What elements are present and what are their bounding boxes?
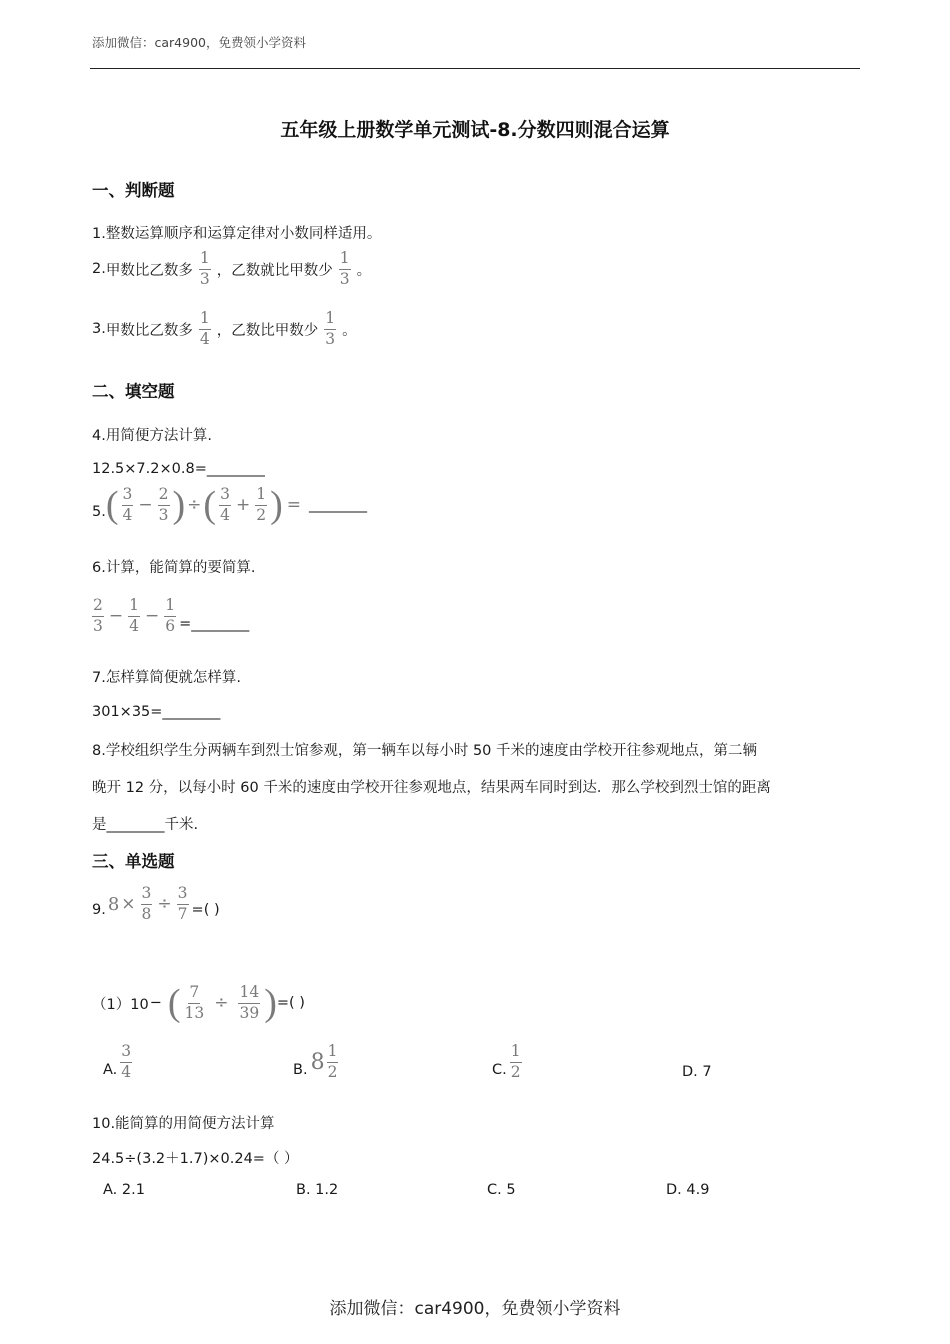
q9-sub-fraction-d: $\frac{14}{39}$: [239, 983, 260, 1022]
q9-sub-right-paren: ): [264, 982, 277, 1024]
q9-fraction-b: $\frac{3}{7}$: [177, 884, 188, 923]
q5-right-paren-2: ): [270, 484, 283, 526]
q5-fraction-e: $\frac{1}{2}$: [256, 485, 267, 524]
q5-equals: =: [286, 495, 301, 515]
question-8-line-2: 晚开 12 分，以每小时 60 千米的速度由学校开往参观地点，结果两车同时到达．那么学校到烈士馆的距离: [92, 780, 771, 796]
section-heading-judgement: 一、判断题: [92, 181, 175, 200]
q5-divide: ÷: [187, 495, 202, 515]
question-8-line-1: 8.学校组织学生分两辆车到烈士馆参观，第一辆车以每小时 50 千米的速度由学校开往参观地点，第二辆: [92, 743, 757, 759]
q6-answer-blank: =________: [179, 616, 250, 632]
q9-divide: ÷: [157, 894, 172, 914]
q9-option-a[interactable]: [103, 1044, 135, 1080]
header-rule: [90, 68, 860, 69]
q9-option-b-whole: 8: [310, 1049, 325, 1075]
q5-minus: −: [138, 495, 153, 515]
q3-fraction-2: $\frac{1}{3}$: [325, 309, 336, 348]
q5-fraction-a: $\frac{3}{4}$: [122, 485, 133, 524]
q9-option-b-fraction: $\frac{1}{2}$: [327, 1042, 338, 1081]
page-title: 五年级上册数学单元测试-8.分数四则混合运算: [280, 119, 670, 141]
q5-number: 5.: [92, 504, 106, 520]
q2-fraction-2: $\frac{1}{3}$: [339, 249, 350, 288]
q9-option-c[interactable]: [492, 1044, 525, 1080]
question-9-sub-1: [92, 984, 305, 1022]
q3-text-3: 。: [342, 322, 357, 339]
section-heading-fill-blank: 二、填空题: [92, 382, 175, 401]
question-4-expression: 12.5×7.2×0.8=________: [92, 461, 265, 477]
q9-option-b[interactable]: [293, 1044, 340, 1080]
question-2: [92, 251, 371, 287]
q2-text-3: 。: [356, 262, 372, 279]
q5-fraction-b: $\frac{2}{3}$: [158, 485, 169, 524]
q3-number: 3.: [92, 321, 106, 337]
question-1: 1.整数运算顺序和运算定律对小数同样适用。: [92, 226, 382, 242]
q9-option-c-label: C.: [492, 1062, 507, 1078]
q5-plus: +: [235, 495, 251, 515]
q9-sub-left-paren: (: [167, 982, 181, 1024]
question-10-expression: 24.5÷(3.2＋1.7)×0.24=（ ）: [92, 1151, 299, 1167]
q6-minus-1: −: [108, 606, 124, 626]
q10-option-d[interactable]: D. 4.9: [666, 1182, 710, 1198]
question-5: [92, 486, 367, 524]
footer-watermark: 添加微信：car4900，免费领小学资料: [329, 1299, 621, 1319]
q9-tail: =( ): [191, 902, 220, 918]
q2-text-2: ，乙数就比甲数少: [216, 262, 333, 279]
header-watermark: 添加微信：car4900，免费领小学资料: [92, 35, 306, 50]
q2-text-1: 甲数比乙数多: [105, 262, 193, 279]
q5-left-paren-1: (: [105, 484, 119, 526]
q6-minus-2: −: [145, 606, 160, 626]
question-6-expression: [92, 598, 249, 634]
q2-number: 2.: [92, 261, 106, 277]
question-9: [92, 886, 220, 922]
q3-fraction-1: $\frac{1}{4}$: [199, 309, 210, 348]
q9-sub-minus: −: [149, 995, 162, 1011]
q3-text-2: ，乙数比甲数少: [216, 322, 319, 339]
q9-option-a-fraction: $\frac{3}{4}$: [121, 1042, 132, 1081]
q6-fraction-a: $\frac{2}{3}$: [93, 596, 103, 635]
q9-option-c-fraction: $\frac{1}{2}$: [510, 1042, 521, 1081]
q9-sub-fraction-c: $\frac{7}{13}$: [184, 983, 205, 1022]
q9-option-a-label: A.: [103, 1062, 118, 1078]
question-10-title: 10.能简算的用简便方法计算: [92, 1116, 275, 1132]
question-7-title: 7.怎样算简便就怎样算.: [92, 670, 241, 686]
q10-option-a[interactable]: A. 2.1: [103, 1182, 145, 1198]
q5-left-paren-2: (: [203, 484, 217, 526]
question-6-title: 6.计算，能简算的要简算.: [92, 560, 256, 576]
q10-option-c[interactable]: C. 5: [487, 1182, 516, 1198]
q5-right-paren-1: ): [172, 484, 186, 526]
q9-whole-8: 8: [107, 893, 120, 915]
q10-option-b[interactable]: B. 1.2: [296, 1182, 339, 1198]
q6-fraction-c: $\frac{1}{6}$: [165, 596, 176, 635]
q5-answer-blank: ________: [308, 497, 367, 513]
q9-sub-tail: =( ): [276, 995, 305, 1011]
q9-option-d[interactable]: D. 7: [682, 1064, 712, 1080]
q9-sub-divide: ÷: [214, 993, 229, 1013]
q2-fraction-1: $\frac{1}{3}$: [199, 249, 210, 288]
question-3: [92, 311, 357, 347]
section-heading-single-choice: 三、单选题: [92, 852, 175, 871]
q9-option-b-label: B.: [293, 1062, 308, 1078]
q5-fraction-c: $\frac{3}{4}$: [220, 485, 230, 524]
q9-fraction-a: $\frac{3}{8}$: [141, 884, 152, 923]
q6-fraction-b: $\frac{1}{4}$: [129, 596, 139, 635]
q9-sub-label: （1）10: [92, 996, 149, 1013]
question-4-title: 4.用简便方法计算.: [92, 428, 212, 444]
q9-times: ×: [121, 894, 136, 914]
question-7-expression: 301×35=________: [92, 704, 221, 720]
q3-text-1: 甲数比乙数多: [105, 322, 193, 339]
q9-number: 9.: [92, 902, 106, 918]
question-8-line-3: 是________千米.: [92, 817, 199, 833]
